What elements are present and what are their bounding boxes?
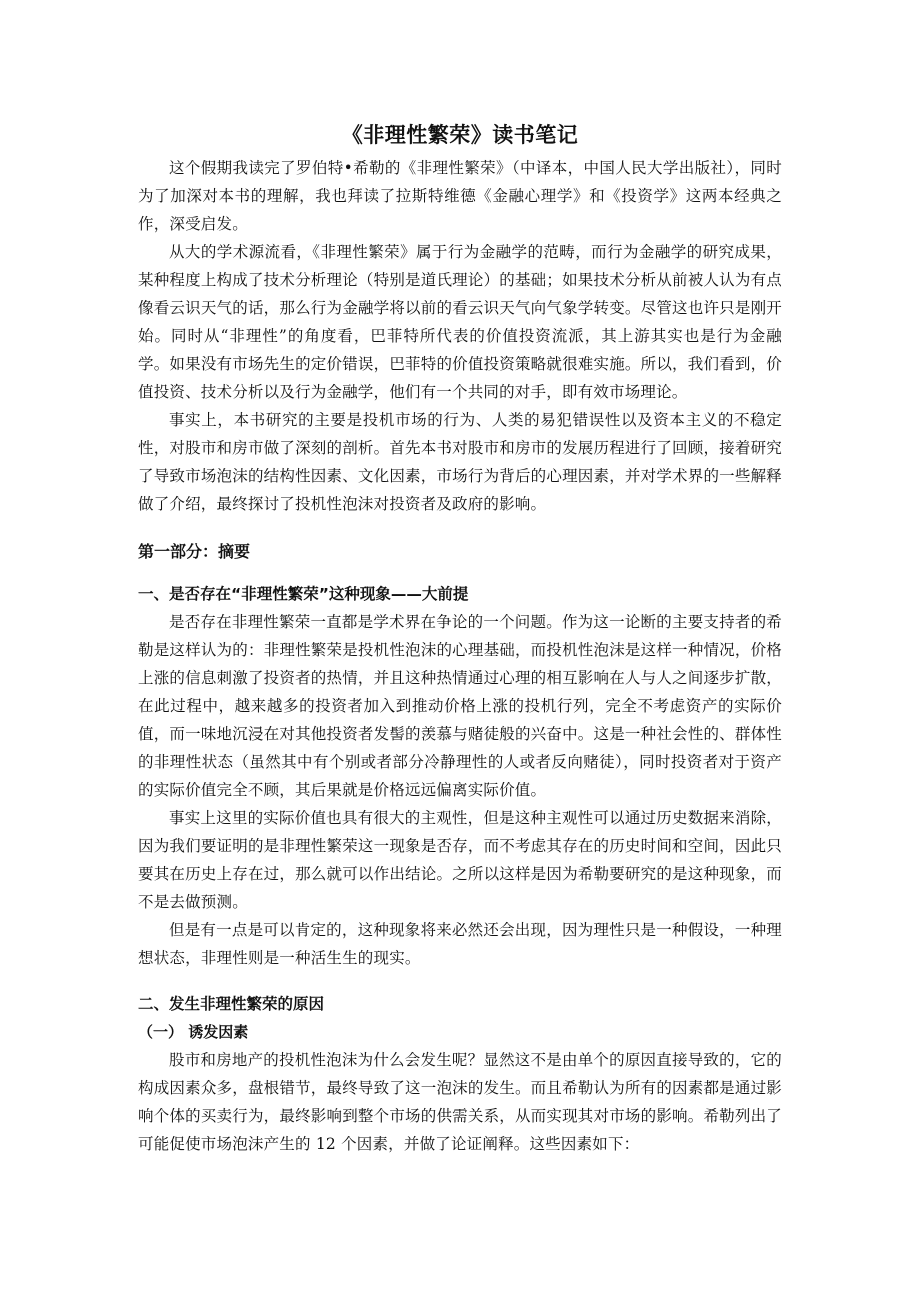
intro-paragraph-2: 从大的学术源流看，《非理性繁荣》属于行为金融学的范畴，而行为金融学的研究成果，某种程度上构成了技术分析理论（特别是道氏理论）的基础；如果技术分析从前被人认为有点像看云识天气的话，那么行为金融学将以前的看云识天气向气象学转变。尽管这也许只是刚开始。同时从“非理性”的角度看，巴菲特所代表的价值投资流派，其上游其实也是行为金融学。如果没有市场先生的定价错误，巴菲特的价值投资策略就很难实施。所以，我们看到，价值投资、技术分析以及行为金融学，他们有一个共同的对手，即有效市场理论。	[138, 243, 782, 401]
intro-paragraph-1: 这个假期我读完了罗伯特•希勒的《非理性繁荣》（中译本，中国人民大学出版社），同时为了加深对本书的理解，我也拜读了拉斯特维德《金融心理学》和《投资学》这两本经典之作，深受启发。	[138, 159, 782, 233]
section-two-paragraph-1: 股市和房地产的投机性泡沫为什么会发生呢？显然这不是由单个的原因直接导致的，它的构成因素众多，盘根错节，最终导致了这一泡沫的发生。而且希勒认为所有的因素都是通过影响个体的买卖行为，最终影响到整个市场的供需关系，从而实现其对市场的影响。希勒列出了可能促使市场泡沫产生的 12 个因素，并做了论证阐释。这些因素如下：	[138, 1051, 782, 1153]
intro-paragraph-3: 事实上，本书研究的主要是投机市场的行为、人类的易犯错误性以及资本主义的不稳定性，对股市和房市做了深刻的剖析。首先本书对股市和房市的发展历程进行了回顾，接着研究了导致市场泡沫的结构性因素、文化因素，市场行为背后的心理因素，并对学术界的一些解释做了介绍，最终探讨了投机性泡沫对投资者及政府的影响。	[138, 411, 782, 513]
section-one-paragraph-3: 但是有一点是可以肯定的，这种现象将来必然还会出现，因为理性只是一种假设，一种理想状态，非理性则是一种活生生的现实。	[138, 921, 782, 967]
section-one-paragraph-2: 事实上这里的实际价值也具有很大的主观性，但是这种主观性可以通过历史数据来消除，因为我们要证明的是非理性繁荣这一现象是否存，而不考虑其存在的历史时间和空间，因此只要其在历史上存在过，那么就可以作出结论。之所以这样是因为希勒要研究的是这种现象，而不是去做预测。	[138, 809, 782, 911]
section-one-heading: 一、是否存在“非理性繁荣”这种现象——大前提	[138, 585, 469, 603]
subsection-heading: （一） 诱发因素	[138, 1023, 249, 1041]
part-one-heading: 第一部分：摘要	[138, 542, 251, 561]
section-two-heading: 二、发生非理性繁荣的原因	[138, 995, 325, 1013]
document-title: 《非理性繁荣》读书笔记	[341, 123, 579, 147]
document-page	[138, 120, 782, 1158]
section-one-paragraph-1: 是否存在非理性繁荣一直都是学术界在争论的一个问题。作为这一论断的主要支持者的希勒是这样认为的：非理性繁荣是投机性泡沫的心理基础，而投机性泡沫是这样一种情况，价格上涨的信息刺激了投资者的热情，并且这种热情通过心理的相互影响在人与人之间逐步扩散，在此过程中，越来越多的投资者加入到推动价格上涨的投机行列，完全不考虑资产的实际价值，而一味地沉浸在对其他投资者发髻的羡慕与赌徒般的兴奋中。这是一种社会性的、群体性的非理性状态（虽然其中有个别或者部分冷静理性的人或者反向赌徒），同时投资者对于资产的实际价值完全不顾，其后果就是价格远远偏离实际价值。	[138, 613, 782, 799]
